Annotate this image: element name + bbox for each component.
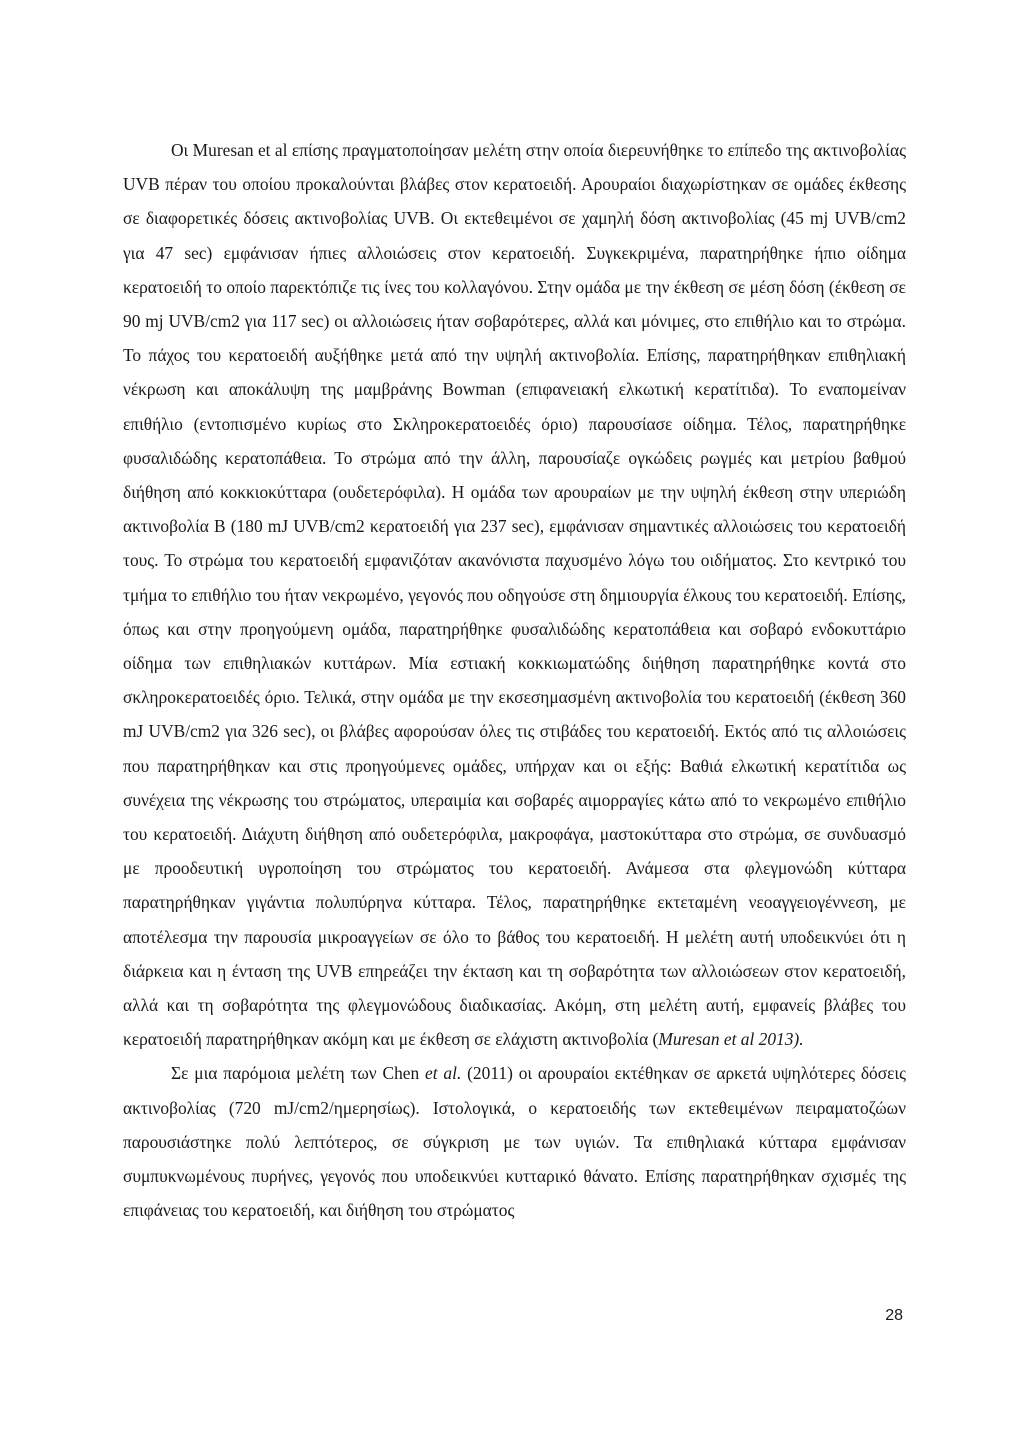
body-text	[123, 133, 906, 1228]
text-run: Οι Muresan et al επίσης πραγματοποίησαν μελέτη στην οποία διερευνήθηκε το επίπεδο της ακτινοβολίας UVB πέραν του οποίου προκαλούνται βλάβες στον κερατοειδή. Αρουραίοι διαχωρίστηκαν σε ομάδες έκθεσης σε διαφορετικές δόσεις ακτινοβολίας UVB. Οι εκτεθειμένοι σε χαμηλή δόση ακτινοβολίας (45 mj UVB/cm2 για 47 sec) εμφάνισαν ήπιες αλλοιώσεις στον κερατοειδή. Συγκεκριμένα, παρατηρήθηκε ήπιο οίδημα κερατοειδή το οποίο παρεκτόπιζε τις ίνες του κολλαγόνου. Στην ομάδα με την έκθεση σε μέση δόση (έκθεση σε 90 mj UVB/cm2 για 117 sec) οι αλλοιώσεις ήταν σοβαρότερες, αλλά και μόνιμες, στο επιθήλιο και το στρώμα. Το πάχος του κερατοειδή αυξήθηκε μετά από την υψηλή ακτινοβολία. Επίσης, παρατηρήθηκαν επιθηλιακή νέκρωση και αποκάλυψη της μαμβράνης Bowman (επιφανειακή ελκωτική κερατίτιδα). Το εναπομείναν επιθήλιο (εντοπισμένο κυρίως στο Σκληροκερατοειδές όριο) παρουσίασε οίδημα. Τέλος, παρατηρήθηκε φυσαλιδώδης κερατοπάθεια. Το στρώμα από την άλλη, παρουσίαζε ογκώδεις ρωγμές και μετρίου βαθμού διήθηση από κοκκιοκύτταρα (ουδετερόφιλα). Η ομάδα των αρουραίων με την υψηλή έκθεση στην υπεριώδη ακτινοβολία Β (180 mJ UVB/cm2 κερατοειδή για 237 sec), εμφάνισαν σημαντικές αλλοιώσεις του κερατοειδή τους. Το στρώμα του κερατοειδή εμφανιζόταν ακανόνιστα παχυσμένο λόγω του οιδήματος. Στο κεντρικό του τμήμα το επιθήλιο του ήταν νεκρωμένο, γεγονός που οδηγούσε στη δημιουργία έλκους του κερατοειδή. Επίσης, όπως και στην προηγούμενη ομάδα, παρατηρήθηκε φυσαλιδώδης κερατοπάθεια και σοβαρό ενδοκυττάριο οίδημα των επιθηλιακών κυττάρων. Μία εστιακή κοκκιωματώδης διήθηση παρατηρήθηκε κοντά στο σκληροκερατοειδές όριο. Τελικά, στην ομάδα με την εκσεσημασμένη ακτινοβολία του κερατοειδή (έκθεση 360 mJ UVB/cm2 για 326 sec), οι βλάβες αφορούσαν όλες τις στιβάδες του κερατοειδή. Εκτός από τις αλλοιώσεις που παρατηρήθηκαν και στις προηγούμενες ομάδες, υπήρχαν και οι εξής: Βαθιά ελκωτική κερατίτιδα ως συνέχεια της νέκρωσης του στρώματος, υπεραιμία και σοβαρές αιμορραγίες κάτω από το νεκρωμένο επιθήλιο του κερατοειδή. Διάχυτη διήθηση από ουδετερόφιλα, μακροφάγα, μαστοκύτταρα στο στρώμα, σε συνδυασμό με προοδευτική υγροποίηση του στρώματος του κερατοειδή. Ανάμεσα στα φλεγμονώδη κύτταρα παρατηρήθηκαν γιγάντια πολυπύρηνα κύτταρα. Τέλος, παρατηρήθηκε εκτεταμένη νεοαγγειογέννεση, με αποτέλεσμα την παρουσία μικροαγγείων σε όλο το βάθος του κερατοειδή. Η μελέτη αυτή υποδεικνύει ότι η διάρκεια και η ένταση της UVB επηρεάζει την έκταση και τη σοβαρότητα των αλλοιώσεων στον κερατοειδή, αλλά και τη σοβαρότητα της φλεγμονώδους διαδικασίας. Ακόμη, στη μελέτη αυτή, εμφανείς βλάβες του κερατοειδή παρατηρήθηκαν ακόμη και με έκθεση σε ελάχιστη ακτινοβολία (	[123, 140, 906, 1050]
page-number: 28	[885, 1307, 903, 1324]
text-run: Σε μια παρόμοια μελέτη των Chen	[171, 1063, 426, 1084]
italic-text-run: Muresan et al 2013).	[658, 1029, 804, 1050]
text-run: (2011) οι αρουραίοι εκτέθηκαν σε αρκετά υψηλότερες δόσεις ακτινοβολίας (720 mJ/cm2/ημερησίως). Ιστολογικά, ο κερατοειδής των εκτεθειμένων πειραματοζώων παρουσιάστηκε πολύ λεπτότερος, σε σύγκριση με των υγιών. Τα επιθηλιακά κύτταρα εμφάνισαν συμπυκνωμένους πυρήνες, γεγονός που υποδεικνύει κυτταρικό θάνατο. Επίσης παρατηρήθηκαν σχισμές της επιφάνειας του κερατοειδή, και διήθηση του στρώματος	[123, 1063, 906, 1221]
paragraph-1	[123, 133, 906, 1056]
paragraph-2	[123, 1056, 906, 1227]
italic-text-run: et al.	[425, 1063, 462, 1084]
